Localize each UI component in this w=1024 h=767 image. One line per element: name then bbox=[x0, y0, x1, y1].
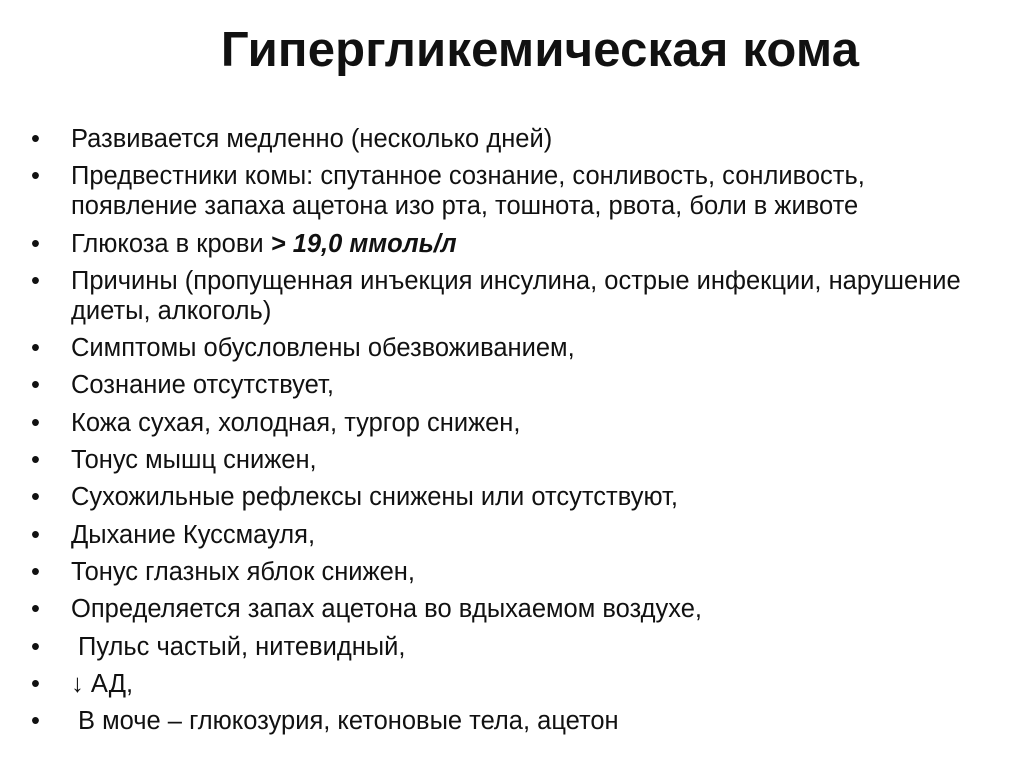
list-item-text: Сухожильные рефлексы снижены или отсутствуют, bbox=[71, 483, 678, 512]
list-item-text: Тонус мышц снижен, bbox=[71, 446, 317, 475]
list-item bbox=[0, 482, 1024, 512]
bullet-icon: • bbox=[31, 371, 40, 400]
bullet-icon: • bbox=[31, 266, 40, 295]
slide-title: Гипергликемическая кома bbox=[220, 23, 860, 77]
list-item-text: Симптомы обусловлены обезвоживанием, bbox=[71, 334, 575, 363]
glucose-label: Глюкоза в крови bbox=[71, 229, 271, 258]
bullet-icon: • bbox=[31, 446, 40, 475]
glucose-value: > 19,0 ммоль/л bbox=[270, 229, 457, 258]
list-item bbox=[0, 632, 1024, 662]
list-item-text: Дыхание Куссмауля, bbox=[71, 520, 316, 549]
list-item-text: Сознание отсутствует, bbox=[71, 371, 334, 400]
bullet-icon: • bbox=[31, 483, 40, 512]
list-item-text: Определяется запах ацетона во вдыхаемом воздухе, bbox=[71, 595, 702, 624]
list-item-text bbox=[71, 229, 1024, 259]
list-item-text: Причины (пропущенная инъекция инсулина, острые инфекции, нарушение диеты, алкоголь) bbox=[71, 266, 961, 325]
list-item bbox=[0, 408, 1024, 438]
list-item-text: ↓ АД, bbox=[71, 669, 134, 698]
list-item bbox=[0, 445, 1024, 475]
list-item bbox=[0, 370, 1024, 400]
bullet-icon: • bbox=[31, 125, 40, 153]
list-item-text: Тонус глазных яблок снижен, bbox=[71, 557, 415, 586]
bullet-list bbox=[0, 124, 1024, 743]
bullet-icon: • bbox=[31, 334, 40, 363]
bullet-icon: • bbox=[31, 408, 40, 437]
bullet-icon: • bbox=[31, 229, 40, 258]
bullet-icon: • bbox=[31, 632, 40, 661]
list-item bbox=[0, 706, 1024, 736]
bullet-icon: • bbox=[31, 162, 40, 191]
list-item-text: Развивается медленно (несколько дней) bbox=[71, 125, 553, 153]
list-item bbox=[0, 229, 1024, 259]
list-item bbox=[0, 161, 1024, 221]
list-item-text: Предвестники комы: спутанное сознание, сонливость, сонливость, появление запаха ацетона изо рта, тошнота, рвота, боли в животе bbox=[71, 162, 865, 221]
list-item bbox=[0, 266, 1024, 326]
bullet-icon: • bbox=[31, 520, 40, 549]
list-item bbox=[0, 557, 1024, 587]
bullet-icon: • bbox=[31, 557, 40, 586]
bullet-icon: • bbox=[31, 595, 40, 624]
list-item bbox=[0, 520, 1024, 550]
list-item-text: Пульс частый, нитевидный, bbox=[78, 632, 406, 661]
list-item bbox=[0, 124, 1024, 154]
list-item-text: В моче – глюкозурия, кетоновые тела, ацетон bbox=[78, 707, 619, 736]
list-item bbox=[0, 333, 1024, 363]
list-item bbox=[0, 669, 1024, 699]
bullet-icon: • bbox=[31, 669, 40, 698]
list-item-text: Кожа сухая, холодная, тургор снижен, bbox=[71, 408, 521, 437]
bullet-icon: • bbox=[31, 707, 40, 736]
list-item bbox=[0, 594, 1024, 624]
